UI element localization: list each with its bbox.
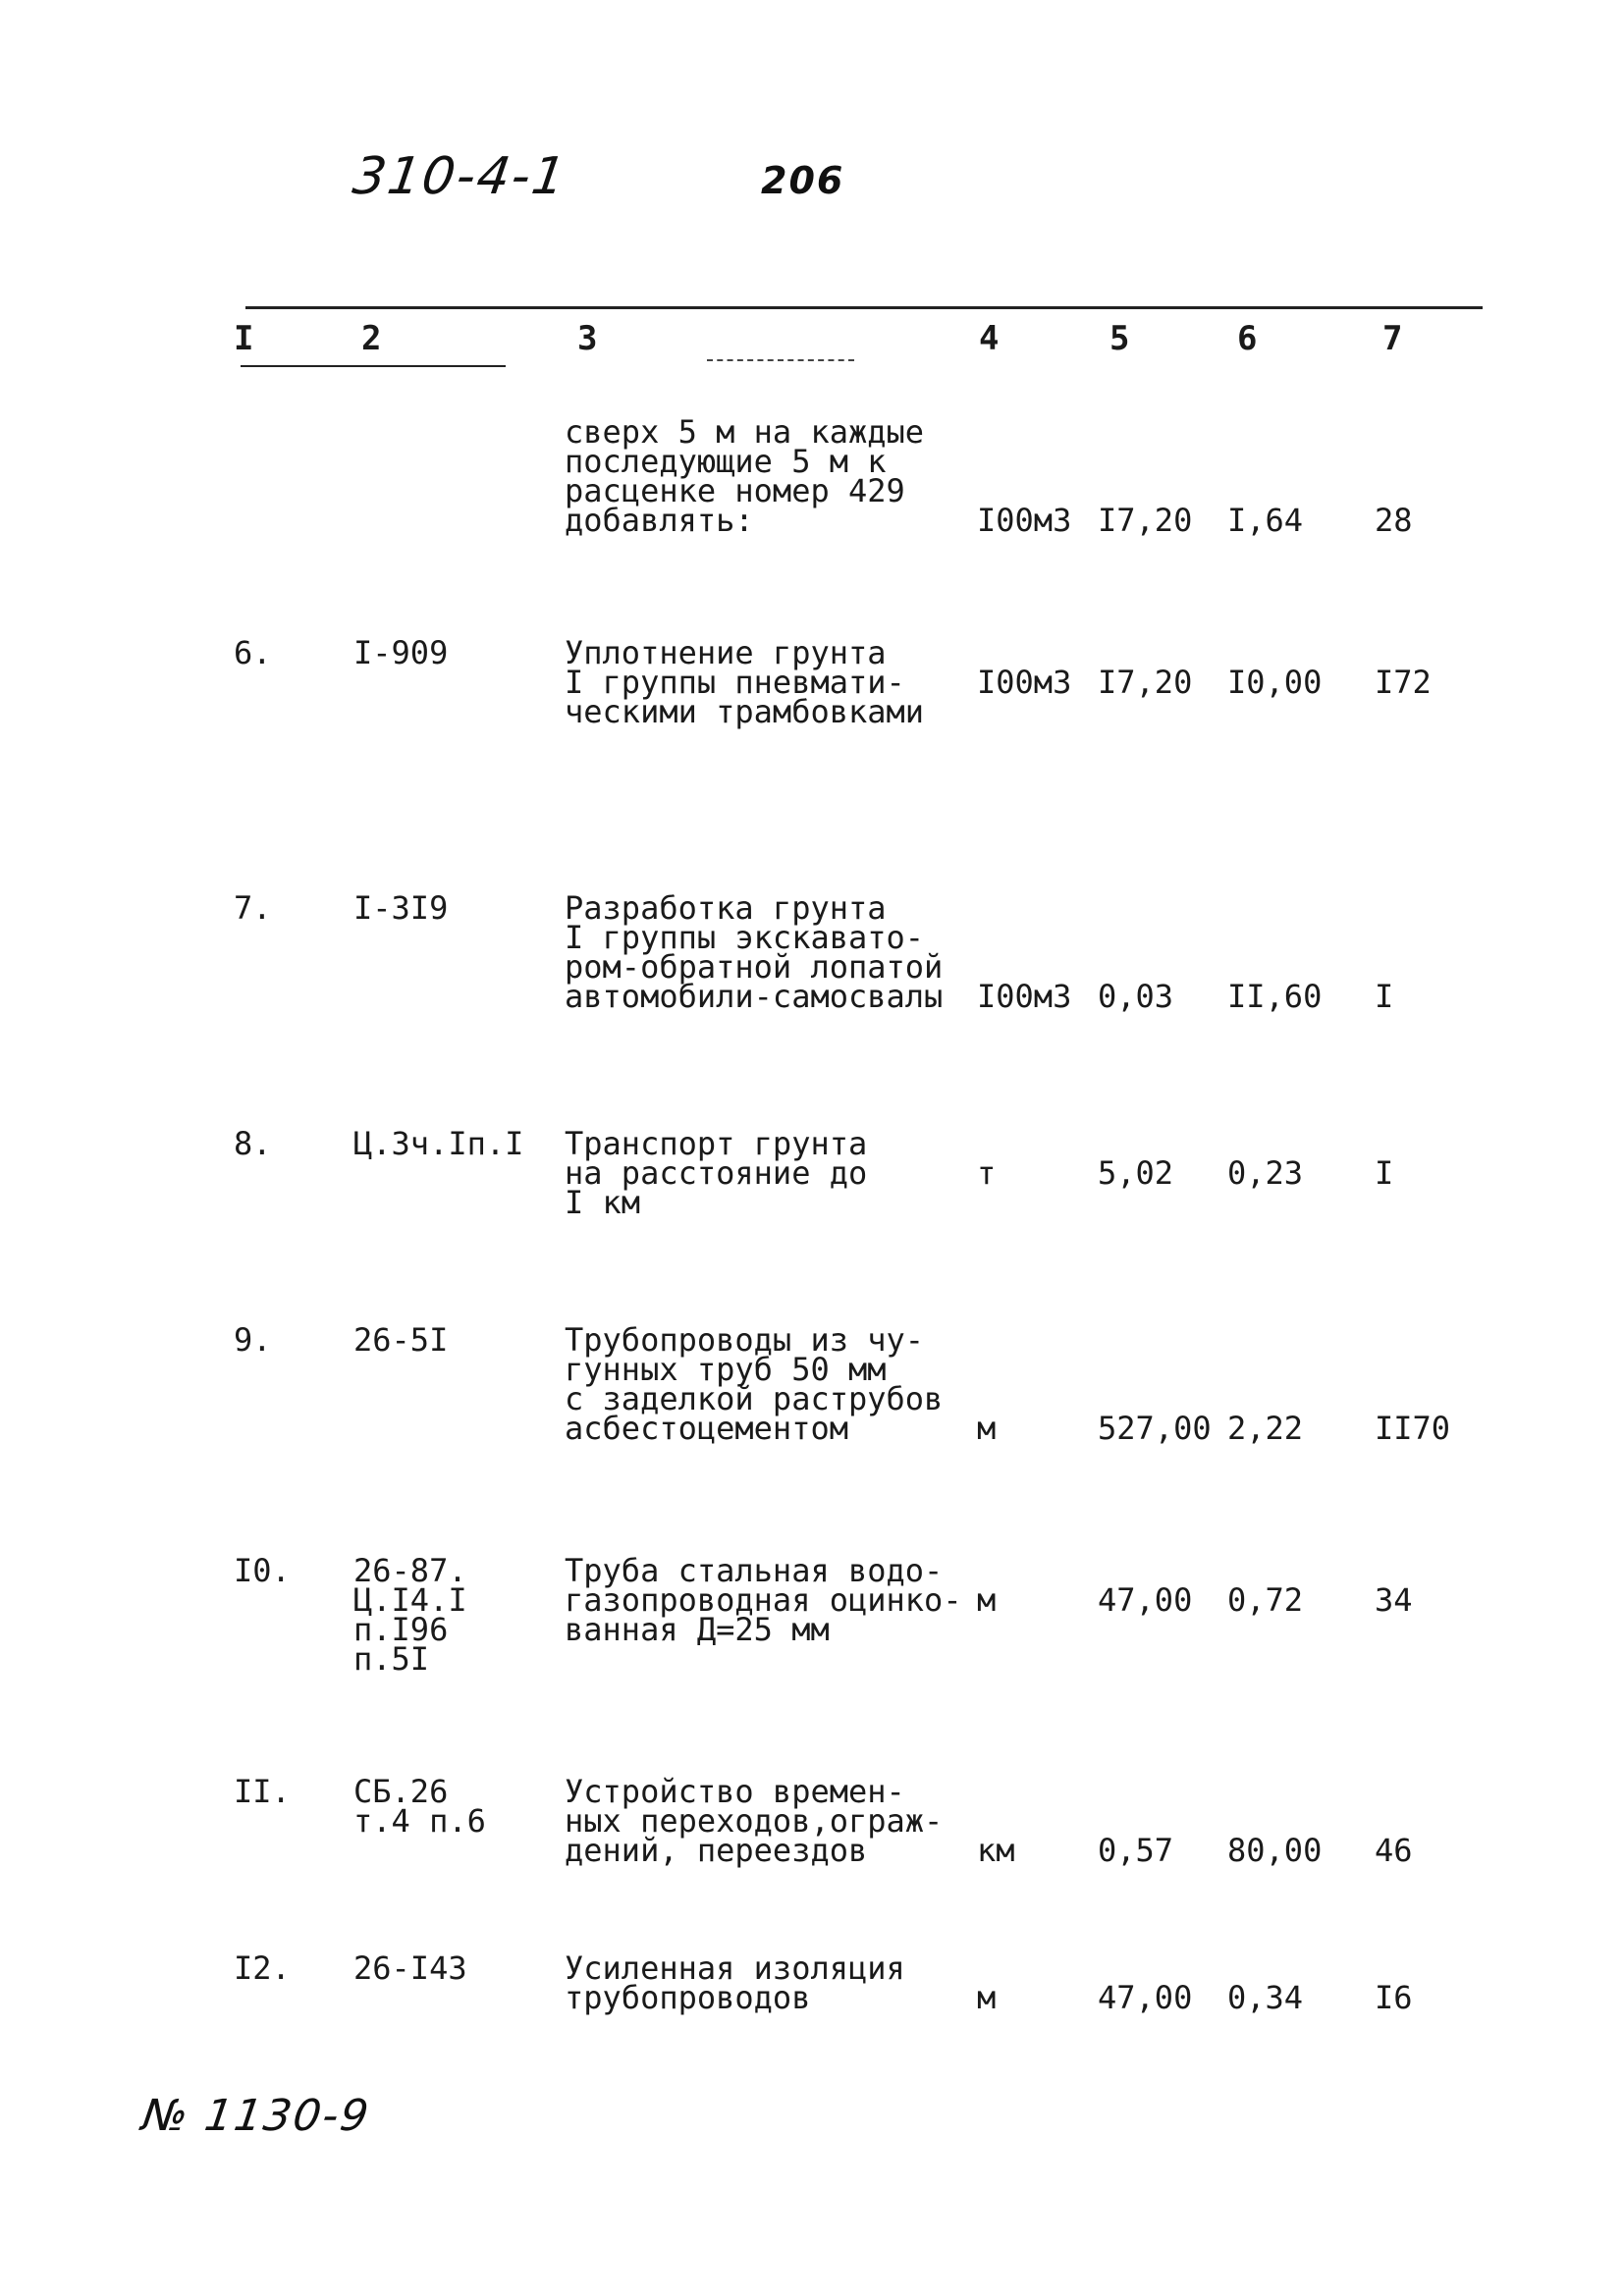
rate-code <box>353 1552 467 1678</box>
work-description <box>565 1125 868 1221</box>
work-description-line: Транспорт грунта <box>565 1125 868 1162</box>
unit-price: 80,00 <box>1227 1832 1323 1869</box>
quantity: 0,03 <box>1098 978 1174 1015</box>
rate-code <box>353 1125 524 1162</box>
quantity: I7,20 <box>1098 502 1193 539</box>
work-description-line: с заделкой раструбов <box>565 1380 944 1417</box>
rate-code <box>353 634 449 671</box>
work-description-line: асбестоцементом <box>565 1410 848 1447</box>
total-cost: 46 <box>1375 1832 1413 1869</box>
unit-of-measure: км <box>977 1832 1015 1869</box>
quantity: I7,20 <box>1098 664 1193 701</box>
work-description-line: автомобили-самосвалы <box>565 978 944 1015</box>
work-description-line: ром-обратной лопатой <box>565 948 944 986</box>
rate-code-line: СБ.26 <box>353 1773 449 1810</box>
work-description-line: I группы пневмати- <box>565 664 905 701</box>
work-description <box>565 413 925 539</box>
rate-code-line: 26-I43 <box>353 1949 467 1987</box>
column-header-3: 3 <box>577 319 598 358</box>
unit-of-measure: I00м3 <box>977 978 1072 1015</box>
work-description <box>565 634 925 730</box>
quantity: 527,00 <box>1098 1410 1212 1447</box>
rate-code-line: т.4 п.6 <box>353 1802 486 1840</box>
page-number: 206 <box>761 159 845 202</box>
work-description-line: ванная Д=25 мм <box>565 1611 830 1648</box>
work-description-line: гунных труб 50 мм <box>565 1351 887 1388</box>
unit-of-measure: т <box>977 1154 997 1192</box>
work-description-line: I км <box>565 1184 641 1221</box>
rate-code <box>353 1321 449 1359</box>
quantity: 5,02 <box>1098 1154 1174 1192</box>
quantity: 47,00 <box>1098 1979 1193 2016</box>
column-header-5: 5 <box>1109 319 1130 358</box>
rate-code <box>353 1949 467 1987</box>
rate-code-line: п.5I <box>353 1640 430 1678</box>
work-description-line: дений, переездов <box>565 1832 868 1869</box>
unit-price: 0,34 <box>1227 1979 1304 2016</box>
work-description <box>565 1552 962 1648</box>
rate-code-line: 26-87. <box>353 1552 467 1589</box>
work-description-line: ческими трамбовками <box>565 693 925 730</box>
unit-of-measure: м <box>977 1581 997 1619</box>
quantity: 0,57 <box>1098 1832 1174 1869</box>
work-description-line: Разработка грунта <box>565 889 887 927</box>
unit-price: 2,22 <box>1227 1410 1304 1447</box>
row-number: 8. <box>234 1125 272 1162</box>
work-description-line: добавлять: <box>565 502 754 539</box>
rate-code-line: I-909 <box>353 634 449 671</box>
work-description <box>565 1321 944 1447</box>
unit-price: II,60 <box>1227 978 1323 1015</box>
header-underline <box>241 365 506 367</box>
row-number: I0. <box>234 1552 291 1589</box>
unit-of-measure: I00м3 <box>977 502 1072 539</box>
total-cost: I72 <box>1375 664 1432 701</box>
total-cost: I <box>1375 1154 1394 1192</box>
unit-price: 0,23 <box>1227 1154 1304 1192</box>
header-dashed-underline <box>707 359 854 361</box>
work-description-line: ных переходов,ограж- <box>565 1802 944 1840</box>
quantity: 47,00 <box>1098 1581 1193 1619</box>
column-header-7: 7 <box>1382 319 1403 358</box>
work-description-line: последующие 5 м к <box>565 443 887 480</box>
work-description-line: сверх 5 м на каждые <box>565 413 925 451</box>
unit-price: 0,72 <box>1227 1581 1304 1619</box>
total-cost: I6 <box>1375 1979 1413 2016</box>
work-description-line: Уплотнение грунта <box>565 634 887 671</box>
work-description-line: Трубопроводы из чу- <box>565 1321 925 1359</box>
row-number: 7. <box>234 889 272 927</box>
work-description <box>565 1773 944 1869</box>
row-number: 9. <box>234 1321 272 1359</box>
total-cost: 28 <box>1375 502 1413 539</box>
table-top-rule <box>245 306 1483 309</box>
work-description <box>565 1949 905 2016</box>
rate-code <box>353 1773 486 1840</box>
work-description-line: на расстояние до <box>565 1154 868 1192</box>
total-cost: II70 <box>1375 1410 1451 1447</box>
work-description-line: Усиленная изоляция <box>565 1949 905 1987</box>
column-header-6: 6 <box>1237 319 1258 358</box>
rate-code-line: п.I96 <box>353 1611 449 1648</box>
work-description-line: газопроводная оцинко- <box>565 1581 962 1619</box>
footer-inventory-note: № 1130-9 <box>138 2091 374 2141</box>
total-cost: I <box>1375 978 1394 1015</box>
document-code: 310-4-1 <box>349 147 571 206</box>
unit-price: I,64 <box>1227 502 1304 539</box>
work-description-line: расценке номер 429 <box>565 472 905 509</box>
row-number: II. <box>234 1773 291 1810</box>
column-header-1: I <box>234 319 254 358</box>
rate-code-line: 26-5I <box>353 1321 449 1359</box>
work-description-line: I группы экскавато- <box>565 919 925 956</box>
total-cost: 34 <box>1375 1581 1413 1619</box>
rate-code-line: I-3I9 <box>353 889 449 927</box>
column-header-2: 2 <box>361 319 382 358</box>
column-header-4: 4 <box>979 319 1000 358</box>
work-description-line: Труба стальная водо- <box>565 1552 944 1589</box>
work-description-line: трубопроводов <box>565 1979 811 2016</box>
row-number: I2. <box>234 1949 291 1987</box>
unit-of-measure: м <box>977 1979 997 2016</box>
rate-code-line: Ц.I4.I <box>353 1581 467 1619</box>
rate-code-line: Ц.3ч.Iп.I <box>353 1125 524 1162</box>
table-header <box>0 319 1623 358</box>
unit-of-measure: I00м3 <box>977 664 1072 701</box>
rate-code <box>353 889 449 927</box>
unit-of-measure: м <box>977 1410 997 1447</box>
work-description <box>565 889 944 1015</box>
work-description-line: Устройство времен- <box>565 1773 905 1810</box>
unit-price: I0,00 <box>1227 664 1323 701</box>
row-number: 6. <box>234 634 272 671</box>
